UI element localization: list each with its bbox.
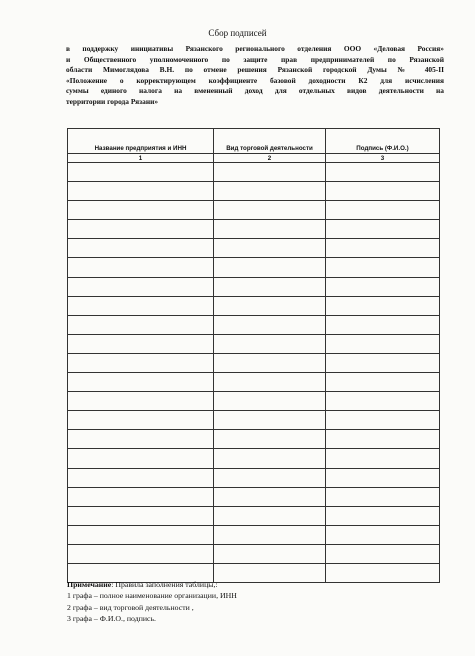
table-cell[interactable] [326,411,440,430]
table-cell[interactable] [214,487,326,506]
table-cell[interactable] [214,334,326,353]
table-row [68,239,440,258]
table-cell[interactable] [214,430,326,449]
table-cell[interactable] [68,220,214,239]
table-cell[interactable] [326,334,440,353]
table-cell[interactable] [214,258,326,277]
table-cell[interactable] [214,277,326,296]
table-cell[interactable] [68,373,214,392]
table-cell[interactable] [214,163,326,182]
table-cell[interactable] [68,315,214,334]
column-number: 3 [326,154,440,163]
notes-item: 2 графа – вид торговой деятельности , [67,602,194,612]
table-cell[interactable] [68,277,214,296]
table-row [68,525,440,544]
table-cell[interactable] [68,411,214,430]
table-cell[interactable] [214,182,326,201]
table-cell[interactable] [214,296,326,315]
table-cell[interactable] [214,201,326,220]
table-cell[interactable] [326,525,440,544]
table-cell[interactable] [68,239,214,258]
table-cell[interactable] [68,525,214,544]
table-cell[interactable] [326,468,440,487]
table-cell[interactable] [214,506,326,525]
table-cell[interactable] [326,182,440,201]
table-cell[interactable] [214,315,326,334]
table-row [68,487,440,506]
table-cell[interactable] [326,430,440,449]
table-row [68,430,440,449]
table-cell[interactable] [68,506,214,525]
header-signature: Подпись (Ф.И.О.) [326,129,440,154]
table-cell[interactable] [68,449,214,468]
table-cell[interactable] [326,487,440,506]
column-number-row [68,154,440,163]
table-cell[interactable] [326,353,440,372]
table-cell[interactable] [214,544,326,563]
table-cell[interactable] [326,392,440,411]
table-header-row [68,129,440,154]
table-cell[interactable] [326,296,440,315]
table-cell[interactable] [326,373,440,392]
notes-item: 3 графа – Ф.И.О., подпись. [67,614,157,624]
table-cell[interactable] [214,220,326,239]
table-cell[interactable] [68,468,214,487]
notes-section [67,579,447,625]
column-number: 1 [68,154,214,163]
document-title: Сбор подписей [208,28,267,38]
table-row [68,334,440,353]
table-row [68,373,440,392]
intro-line: области Мимоглядова В.Н. по отмене решения Рязанской городской Думы № 405-II [66,65,444,75]
table-row [68,353,440,372]
table-cell[interactable] [326,506,440,525]
table-row [68,296,440,315]
table-cell[interactable] [326,315,440,334]
intro-paragraph [66,44,444,108]
intro-line: «Положение о корректирующем коэффициенте базовой доходности К2 для исчисления [66,75,444,85]
intro-line: и Общественного уполномоченного по защите прав предпринимателей по Рязанской [66,54,444,64]
notes-heading [67,579,447,590]
table-row [68,315,440,334]
notes-item: 1 графа – полное наименование организации, ИНН [67,591,237,601]
header-company: Название предприятия и ИНН [68,129,214,154]
table-row [68,411,440,430]
table-row [68,544,440,563]
table-row [68,449,440,468]
signature-table [67,128,440,583]
table-row [68,506,440,525]
table-cell[interactable] [68,182,214,201]
table-cell[interactable] [326,239,440,258]
intro-line: суммы единого налога на вмененный доход для отдельных видов деятельности на [66,86,444,96]
table-row [68,182,440,201]
notes-label: Примечание [67,580,112,589]
table-cell[interactable] [326,201,440,220]
header-activity: Вид торговой деятельности [214,129,326,154]
table-cell[interactable] [68,544,214,563]
table-cell[interactable] [68,334,214,353]
table-cell[interactable] [214,373,326,392]
table-row [68,392,440,411]
table-cell[interactable] [214,525,326,544]
table-row [68,258,440,277]
table-cell[interactable] [326,449,440,468]
table-cell[interactable] [326,544,440,563]
table-cell[interactable] [68,163,214,182]
table-cell[interactable] [68,430,214,449]
table-row [68,277,440,296]
table-cell[interactable] [214,392,326,411]
column-number: 2 [214,154,326,163]
table-row [68,163,440,182]
table-cell[interactable] [214,449,326,468]
table-cell[interactable] [326,220,440,239]
notes-intro: : Правила заполнения таблицы,: [111,580,218,589]
table-row [68,468,440,487]
table-body [68,163,440,583]
table-row [68,220,440,239]
table-cell[interactable] [326,277,440,296]
table-cell[interactable] [68,296,214,315]
table-cell[interactable] [68,353,214,372]
intro-line: территории города Рязани» [66,96,159,106]
intro-line: в поддержку инициативы Рязанского регионального отделения ООО «Деловая Россия» [66,44,444,53]
table-cell[interactable] [214,353,326,372]
table-cell[interactable] [214,468,326,487]
table-cell[interactable] [68,487,214,506]
table-cell[interactable] [326,258,440,277]
table-cell[interactable] [68,392,214,411]
table-cell[interactable] [68,258,214,277]
table-cell[interactable] [326,163,440,182]
table-cell[interactable] [68,201,214,220]
table-row [68,201,440,220]
table-cell[interactable] [214,411,326,430]
table-cell[interactable] [214,239,326,258]
